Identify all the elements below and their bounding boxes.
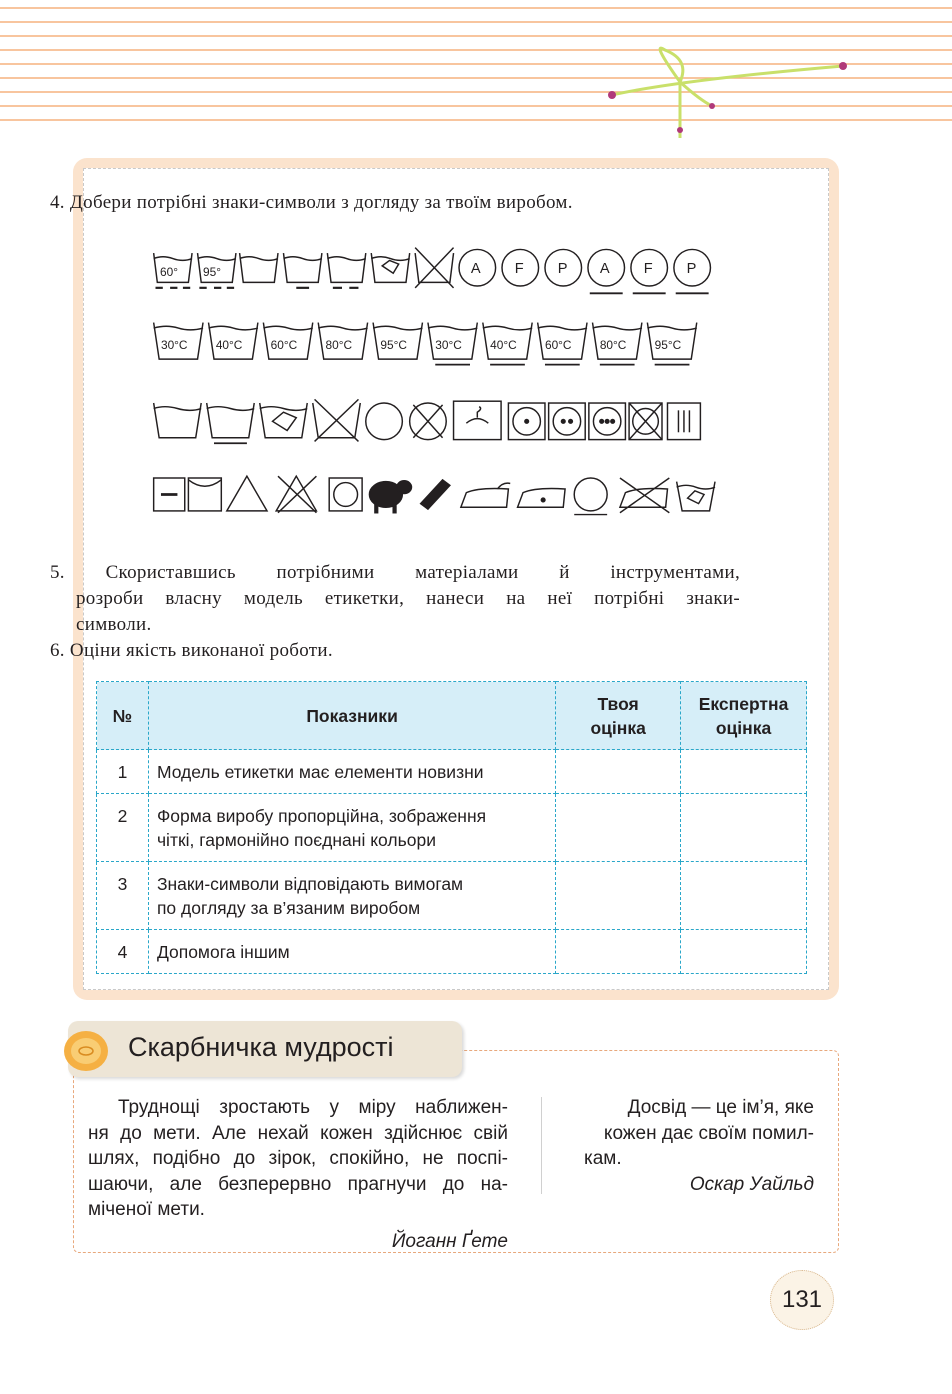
symbol-temp-40-mild: 40°C: [490, 338, 517, 353]
symbol-dry-clean-A: A: [470, 261, 481, 278]
row-number: 4: [97, 930, 149, 974]
table-row: [97, 750, 807, 794]
table-row: [97, 794, 807, 862]
header-own-score: Твоя оцінка: [556, 682, 681, 750]
table-header-row: [97, 682, 807, 750]
wash-tub-icon: [240, 253, 278, 282]
symbol-temp-60: 60°: [160, 264, 179, 279]
clothespin-icon: [421, 480, 450, 509]
symbol-dry-clean-F: F: [514, 261, 524, 278]
row-number: 2: [97, 794, 149, 862]
quote-line: Досвід — це ім’я, яке: [627, 1097, 814, 1118]
task-6: [50, 638, 333, 664]
task-5-line-1: Скориставшись потрібними матеріалами й інструментами,: [105, 562, 740, 583]
dry-clean-icon: [366, 403, 403, 440]
tumble-dry-high-icon: [589, 403, 626, 440]
no-dry-clean-icon: [410, 403, 447, 440]
iron-low-icon: [518, 489, 566, 508]
gentle-wash-icon: [207, 403, 255, 443]
expert-score-cell[interactable]: [681, 794, 807, 862]
line-dry-icon: [188, 478, 221, 511]
hand-wash-icon: [677, 482, 715, 511]
care-symbols: [150, 232, 790, 532]
ribbon-bow-icon: [612, 48, 843, 138]
symbol-temp-30: 30°C: [160, 338, 188, 353]
page-number: 131: [770, 1270, 834, 1330]
task-4-number: 4.: [50, 192, 65, 213]
task-5-number: 5.: [50, 562, 65, 583]
symbol-temp-95c: 95°C: [380, 338, 407, 353]
symbol-temp-95-mild: 95°C: [654, 338, 682, 353]
row-indicator: Знаки-символи відповідають вимогам по догляду за в’язаним виробом: [148, 862, 555, 930]
row-indicator: Форма виробу пропорційна, зображення чіткі, гармонійно поєднані кольори: [148, 794, 555, 862]
wash-tub-icon: [283, 253, 321, 282]
row-indicator: Допомога іншим: [148, 930, 555, 974]
task-5-line-2: розроби власну модель етикетки, нанеси на неї потрібні знаки-: [76, 588, 740, 609]
quote-line: кам.: [584, 1148, 622, 1169]
header-expert-score: Експертна оцінка: [681, 682, 807, 750]
own-score-cell[interactable]: [556, 930, 681, 974]
quote-divider: [541, 1097, 542, 1194]
own-score-cell[interactable]: [556, 862, 681, 930]
row-number: 3: [97, 862, 149, 930]
quote-line: шлях, подібно до зірок, спокійно, не поспі-: [88, 1148, 508, 1169]
expert-score-cell[interactable]: [681, 862, 807, 930]
symbol-temp-60c: 60°C: [270, 338, 298, 353]
expert-score-cell[interactable]: [681, 750, 807, 794]
quote-wilde: [574, 1095, 814, 1197]
tumble-dry-low-icon: [508, 403, 545, 440]
hang-dry-icon: [454, 401, 502, 439]
task-6-text: Оціни якість виконаної роботи.: [69, 640, 333, 661]
no-tumble-dry-icon: [629, 403, 662, 440]
symbol-temp-80-mild: 80°C: [599, 338, 627, 353]
table-row: [97, 862, 807, 930]
hand-wash-icon: [260, 403, 308, 438]
task-4-text: Добери потрібні знаки-символи з догляду за твоїм виробом.: [69, 192, 573, 213]
symbol-temp-80: 80°C: [325, 338, 353, 353]
quote-goethe: [88, 1095, 508, 1254]
wool-sheep-icon: [369, 481, 411, 513]
task-4: [50, 190, 573, 216]
row-number: 1: [97, 750, 149, 794]
tumble-dry-medium-icon: [549, 403, 586, 440]
symbol-temp-60-mild: 60°C: [544, 338, 572, 353]
symbol-dry-clean-P-mild: P: [686, 261, 697, 278]
symbol-temp-95: 95°: [203, 264, 221, 279]
coin-icon: [60, 1028, 110, 1074]
expert-score-cell[interactable]: [681, 930, 807, 974]
quote-line: ня до мети. Але нехай кожен здійснює свій: [88, 1122, 508, 1144]
task-5-line-3: символи.: [76, 614, 152, 635]
own-score-cell[interactable]: [556, 750, 681, 794]
no-iron-icon: [620, 478, 669, 513]
own-score-cell[interactable]: [556, 794, 681, 862]
quote-line: шаючи, але безперервно прагнучи до на-: [88, 1173, 508, 1195]
dry-flat-icon: [154, 478, 185, 511]
quote-line: кожен дає своїм помил-: [603, 1122, 814, 1144]
bleach-icon: [227, 476, 267, 511]
tumble-dry-icon: [329, 478, 362, 511]
no-wash-icon: [415, 248, 453, 288]
iron-icon: [461, 483, 510, 507]
row-indicator: Модель етикетки має елементи новизни: [148, 750, 555, 794]
symbol-temp-30-mild: 30°C: [435, 338, 462, 353]
task-6-number: 6.: [50, 640, 65, 661]
symbol-temp-40: 40°C: [215, 338, 243, 353]
quote-line: міченої мети.: [88, 1199, 205, 1220]
quote-author: Оскар Уайльд: [689, 1173, 814, 1195]
wisdom-title: Скарбничка мудрості: [128, 1032, 394, 1062]
drip-dry-icon: [667, 403, 700, 440]
gentle-wash-icon: [154, 403, 202, 438]
no-bleach-icon: [276, 476, 316, 513]
hand-wash-icon: [371, 253, 409, 282]
header-indicators: Показники: [148, 682, 555, 750]
task-5: [50, 560, 740, 638]
dry-clean-icon: [574, 478, 607, 511]
symbol-dry-clean-P: P: [557, 261, 568, 278]
table-row: [97, 930, 807, 974]
rating-table: [96, 681, 807, 974]
quote-author: Йоганн Ґете: [391, 1230, 508, 1252]
no-wash-icon: [313, 399, 361, 441]
wash-tub-icon: [327, 253, 365, 282]
header-stripes: [0, 0, 952, 140]
quote-line: Труднощі зростають у міру наближен-: [118, 1097, 508, 1118]
header-number: №: [97, 682, 149, 750]
symbol-dry-clean-F-mild: F: [643, 261, 653, 278]
symbol-dry-clean-A-mild: A: [599, 261, 610, 278]
